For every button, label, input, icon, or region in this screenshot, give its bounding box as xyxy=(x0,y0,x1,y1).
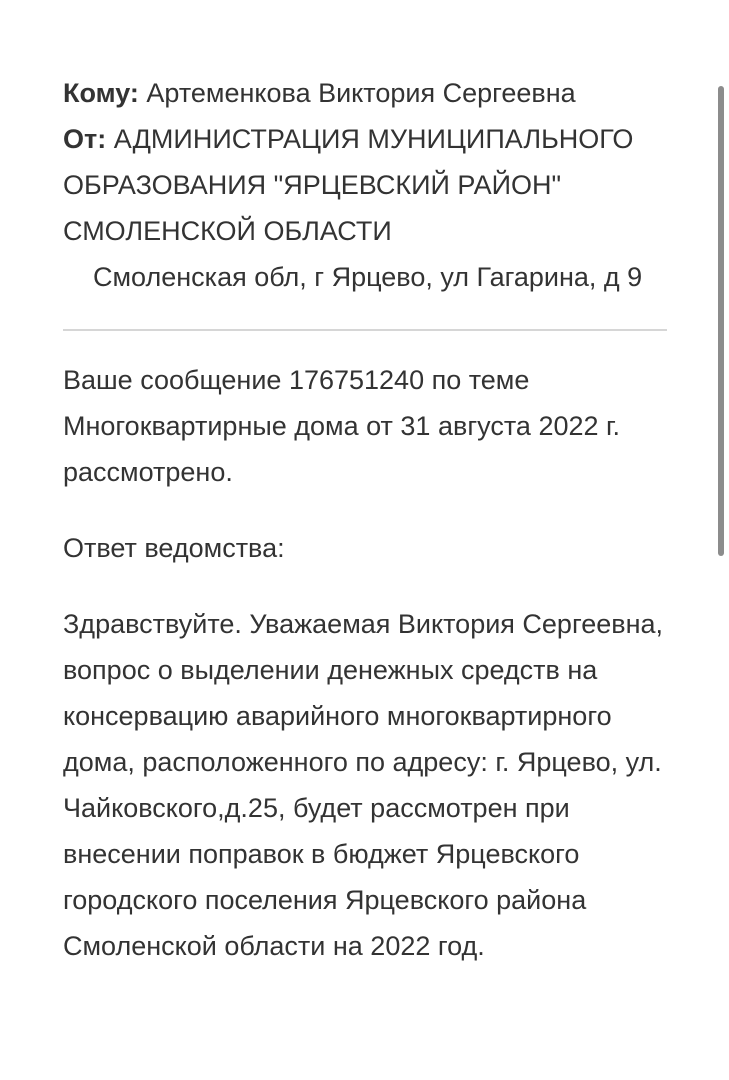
recipient-label: Кому: xyxy=(63,78,139,108)
recipient-row xyxy=(63,70,673,116)
answer-label: Ответ ведомства: xyxy=(63,533,285,563)
divider xyxy=(63,329,667,331)
scrollbar-thumb[interactable] xyxy=(718,86,724,556)
message-content xyxy=(63,70,673,969)
message-status: Ваше сообщение 176751240 по теме Многоквартирные дома от 31 августа 2022 г. рассмотрено. xyxy=(63,365,621,487)
answer-text: Здравствуйте. Уважаемая Виктория Сергеевна, вопрос о выделении денежных средств на консервацию аварийного многоквартирного дома, расположенного по адресу: г. Ярцево, ул. Чайковского,д.25, будет рассмотрен при внесении поправок в бюджет Ярцевского городского поселения Ярцевского района Смоленской области на 2022 год. xyxy=(63,609,663,961)
sender-name: АДМИНИСТРАЦИЯ МУНИЦИПАЛЬНОГО ОБРАЗОВАНИЯ "ЯРЦЕВСКИЙ РАЙОН" СМОЛЕНСКОЙ ОБЛАСТИ xyxy=(63,124,634,246)
recipient-name: Артеменкова Виктория Сергеевна xyxy=(146,78,576,108)
sender-row xyxy=(63,116,673,254)
sender-label: От: xyxy=(63,124,107,154)
sender-address: Смоленская обл, г Ярцево, ул Гагарина, д 9 xyxy=(93,262,643,292)
